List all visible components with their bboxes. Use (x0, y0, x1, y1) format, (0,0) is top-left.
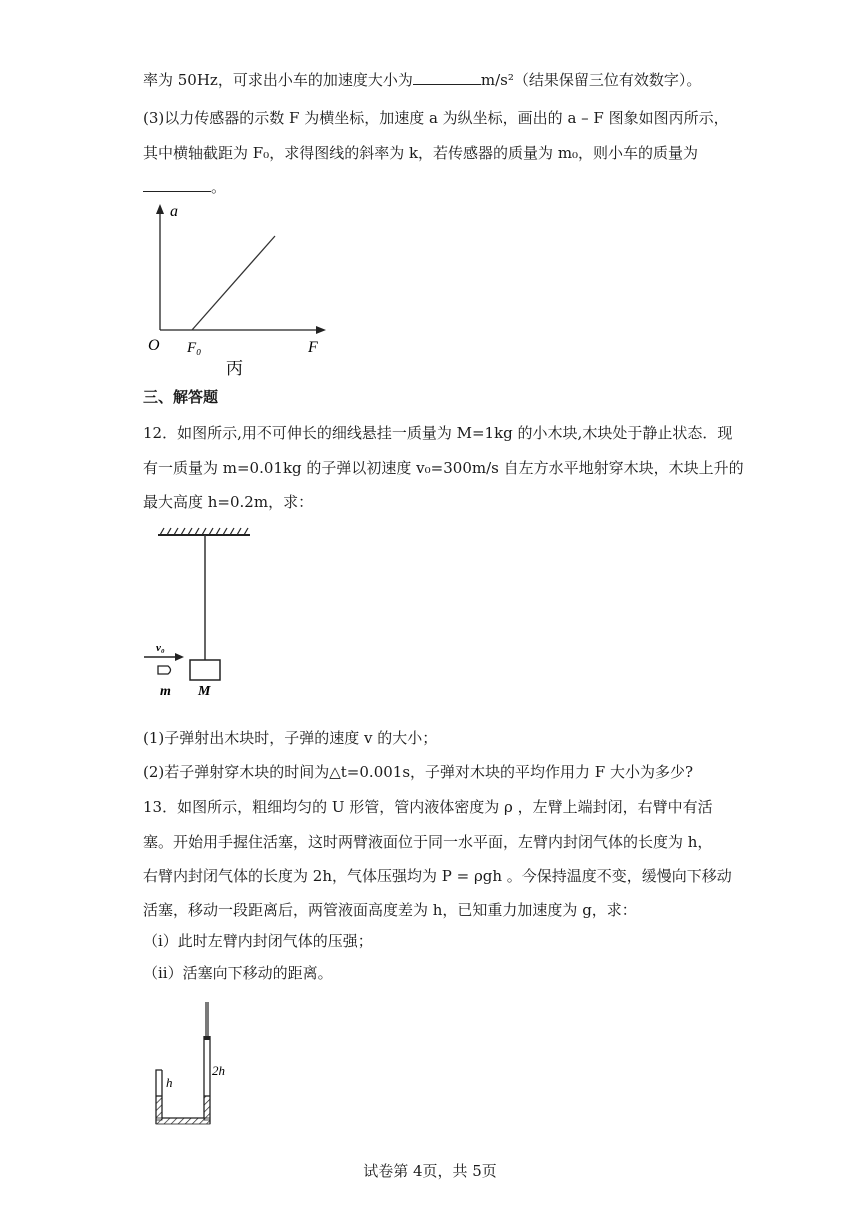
q13-line-2: 塞。开始用手握住活塞，这时两臂液面位于同一水平面，左臂内封闭气体的长度为 h， (143, 833, 713, 851)
q12-sub-1: (1)子弹射出木块时，子弹的速度 v 的大小； (143, 729, 438, 747)
q12-line-3: 最大高度 h=0.2m，求： (143, 493, 314, 511)
q13-sub-1: （i）此时左臂内封闭气体的压强； (143, 932, 373, 950)
velocity-label: v₀ (156, 642, 165, 654)
q13-sub-2: （ii）活塞向下移动的距离。 (143, 964, 333, 982)
q12-line-1: 12．如图所示,用不可伸长的细线悬挂一质量为 M=1kg 的小木块,木块处于静止状态．现 (143, 424, 733, 442)
q11-line-1-text-a: 率为 50Hz，可求出小车的加速度大小为 (143, 71, 413, 89)
q11-line-4-end: 。 (211, 178, 227, 196)
q12-line-2: 有一质量为 m=0.01kg 的子弹以初速度 v₀=300m/s 自左方水平地射穿木块，木块上升的 (143, 459, 744, 477)
q11-line-2: (3)以力传感器的示数 F 为横坐标，加速度 a 为纵坐标，画出的 a – F 图象如图丙所示， (143, 109, 729, 127)
left-gas-length-label: h (166, 1075, 173, 1090)
y-axis-label: a (170, 203, 178, 220)
bullet-mass-label: m (160, 684, 171, 699)
u-tube-bottom (156, 1118, 210, 1124)
q11-line-1 (143, 70, 701, 90)
right-gas-length-label: 2h (212, 1063, 225, 1078)
graph-line (192, 236, 275, 330)
q11-line-4 (143, 177, 226, 197)
intercept-label: F₀ (187, 340, 202, 356)
section-title: 三、解答题 (143, 388, 219, 406)
bullet (158, 666, 171, 674)
page-footer: 试卷第 4页，共 5页 (363, 1162, 497, 1180)
q11-answer-blank-1 (413, 70, 481, 85)
ceiling-hatch (160, 528, 248, 535)
x-axis-arrow-icon (316, 326, 326, 334)
right-liquid (204, 1096, 210, 1120)
piston (204, 1036, 210, 1040)
u-tube-figure (148, 998, 248, 1133)
q13-line-3: 右臂内封闭气体的长度为 2h，气体压强均为 P = ρgh 。今保持温度不变，缓慢向下移动 (143, 867, 732, 885)
y-axis-arrow-icon (156, 204, 164, 214)
block-mass-label: M (198, 684, 211, 699)
q11-line-1-text-b: m/s²（结果保留三位有效数字）。 (480, 71, 702, 89)
q12-sub-2: (2)若子弹射穿木块的时间为△t=0.001s，子弹对木块的平均作用力 F 大小为多少? (143, 763, 694, 781)
wood-block (190, 660, 220, 680)
left-liquid (156, 1096, 162, 1120)
q11-line-3: 其中横轴截距为 F₀，求得图线的斜率为 k，若传感器的质量为 m₀，则小车的质量为 (143, 144, 699, 162)
q13-line-4: 活塞，移动一段距离后，两管液面高度差为 h，已知重力加速度为 g，求： (143, 901, 637, 919)
x-axis-label: F (308, 339, 318, 356)
velocity-arrow-head-icon (175, 653, 184, 661)
figure-caption: 丙 (226, 359, 243, 378)
origin-label: O (148, 337, 160, 354)
q11-answer-blank-2 (143, 177, 211, 192)
a-f-graph-figure (140, 200, 340, 380)
pendulum-figure (140, 525, 260, 705)
q13-line-1: 13．如图所示，粗细均匀的 U 形管，管内液体密度为 ρ ，左臂上端封闭，右臂中有活 (143, 798, 713, 816)
